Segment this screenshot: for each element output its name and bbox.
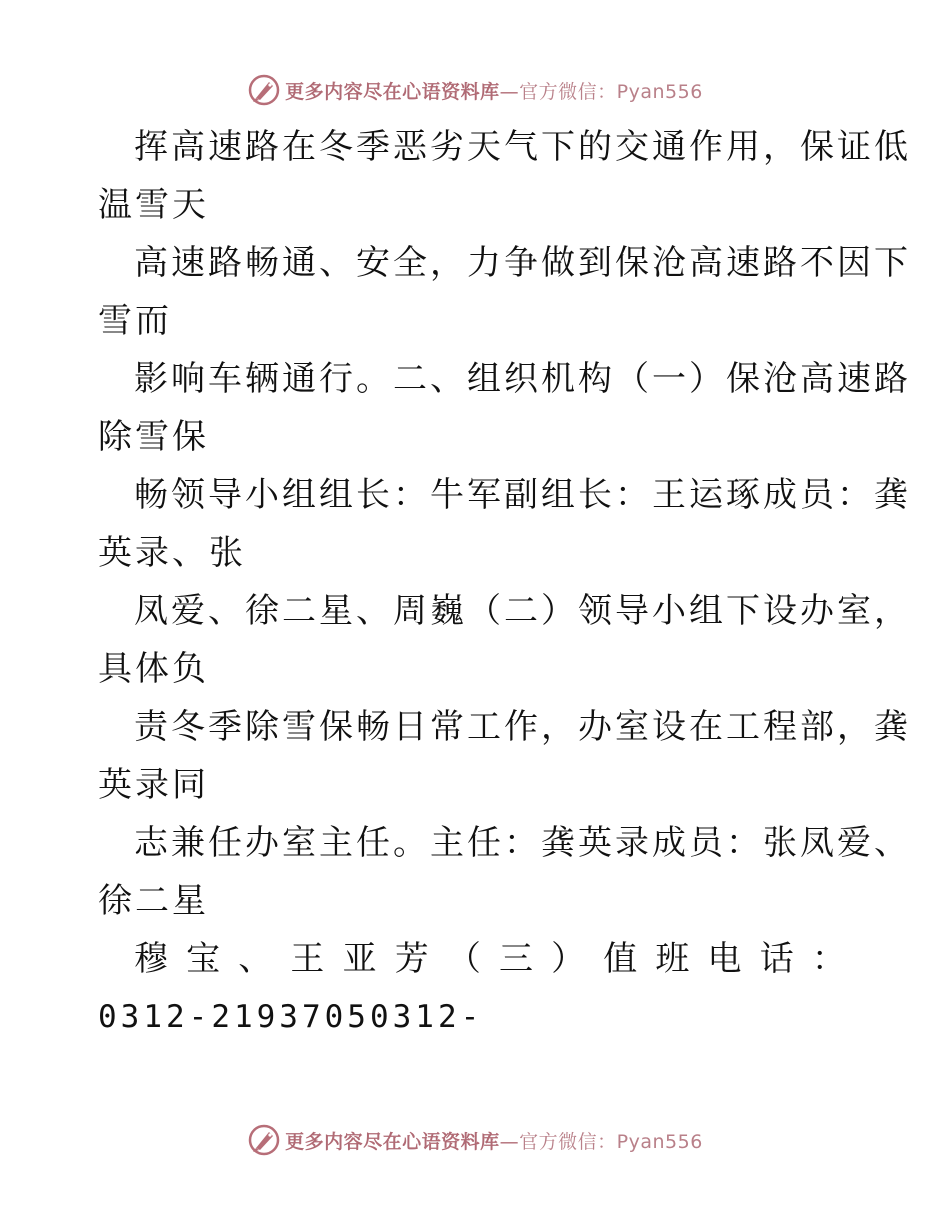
paragraph	[98, 466, 911, 582]
watermark-dash: —	[499, 80, 520, 103]
justified-char: 电	[707, 939, 742, 979]
paragraph	[98, 814, 911, 930]
paragraph-line: 凤爱、徐二星、周巍（二）领导小组下设办室，	[134, 591, 911, 631]
justified-char: （	[446, 939, 481, 979]
paragraph-line-wrap: 温雪天	[98, 185, 209, 225]
document-body	[98, 118, 911, 1046]
paragraph-line-wrap: 徐二星	[98, 881, 209, 921]
watermark-text-cn: 更多内容尽在心语资料库	[285, 80, 500, 103]
justified-char: 、	[238, 939, 273, 979]
paragraph-phone	[98, 930, 858, 1046]
watermark-text	[285, 1127, 703, 1154]
justified-char: 芳	[394, 939, 429, 979]
paragraph-line: 志兼任办室主任。主任：龚英录成员：张凤爱、	[134, 823, 911, 863]
paragraph	[98, 118, 911, 234]
phone-number: 0312-21937050312-	[98, 999, 484, 1035]
paragraph-line-wrap: 英录、张	[98, 533, 246, 573]
watermark-banner-top	[0, 70, 950, 110]
justified-char: 王	[290, 939, 325, 979]
paragraph-line-justified	[98, 930, 846, 988]
justified-char: 三	[498, 939, 533, 979]
paragraph-line: 责冬季除雪保畅日常工作，办室设在工程部，龚	[134, 707, 911, 747]
paragraph-line: 影响车辆通行。二、组织机构（一）保沧高速路	[134, 359, 911, 399]
justified-char: ：	[811, 939, 846, 979]
justified-char: 话	[759, 939, 794, 979]
paragraph-line: 畅领导小组组长：牛军副组长：王运琢成员：龚	[134, 475, 911, 515]
paragraph-line-wrap: 英录同	[98, 765, 209, 805]
pen-nib-logo-icon	[247, 73, 281, 107]
justified-char: 值	[603, 939, 638, 979]
justified-char: ）	[551, 939, 586, 979]
paragraph	[98, 234, 911, 350]
paragraph-line-wrap: 雪而	[98, 301, 172, 341]
watermark-wechat: 官方微信：Pyan556	[519, 1130, 703, 1153]
paragraph	[98, 582, 911, 698]
paragraph-line: 高速路畅通、安全，力争做到保沧高速路不因下	[134, 243, 911, 283]
pen-nib-logo-icon	[247, 1123, 281, 1157]
paragraph-line-wrap: 具体负	[98, 649, 209, 689]
paragraph	[98, 698, 911, 814]
watermark-text-cn: 更多内容尽在心语资料库	[285, 1130, 500, 1153]
watermark-text	[285, 77, 703, 104]
paragraph-line: 挥高速路在冬季恶劣天气下的交通作用，保证低	[134, 127, 911, 167]
watermark-dash: —	[499, 1130, 520, 1153]
justified-char: 穆	[134, 939, 168, 979]
justified-char: 班	[655, 939, 690, 979]
paragraph-line-wrap: 除雪保	[98, 417, 209, 457]
watermark-banner-bottom	[0, 1120, 950, 1160]
watermark-wechat: 官方微信：Pyan556	[519, 80, 703, 103]
justified-char: 亚	[342, 939, 377, 979]
paragraph	[98, 350, 911, 466]
justified-char: 宝	[186, 939, 221, 979]
